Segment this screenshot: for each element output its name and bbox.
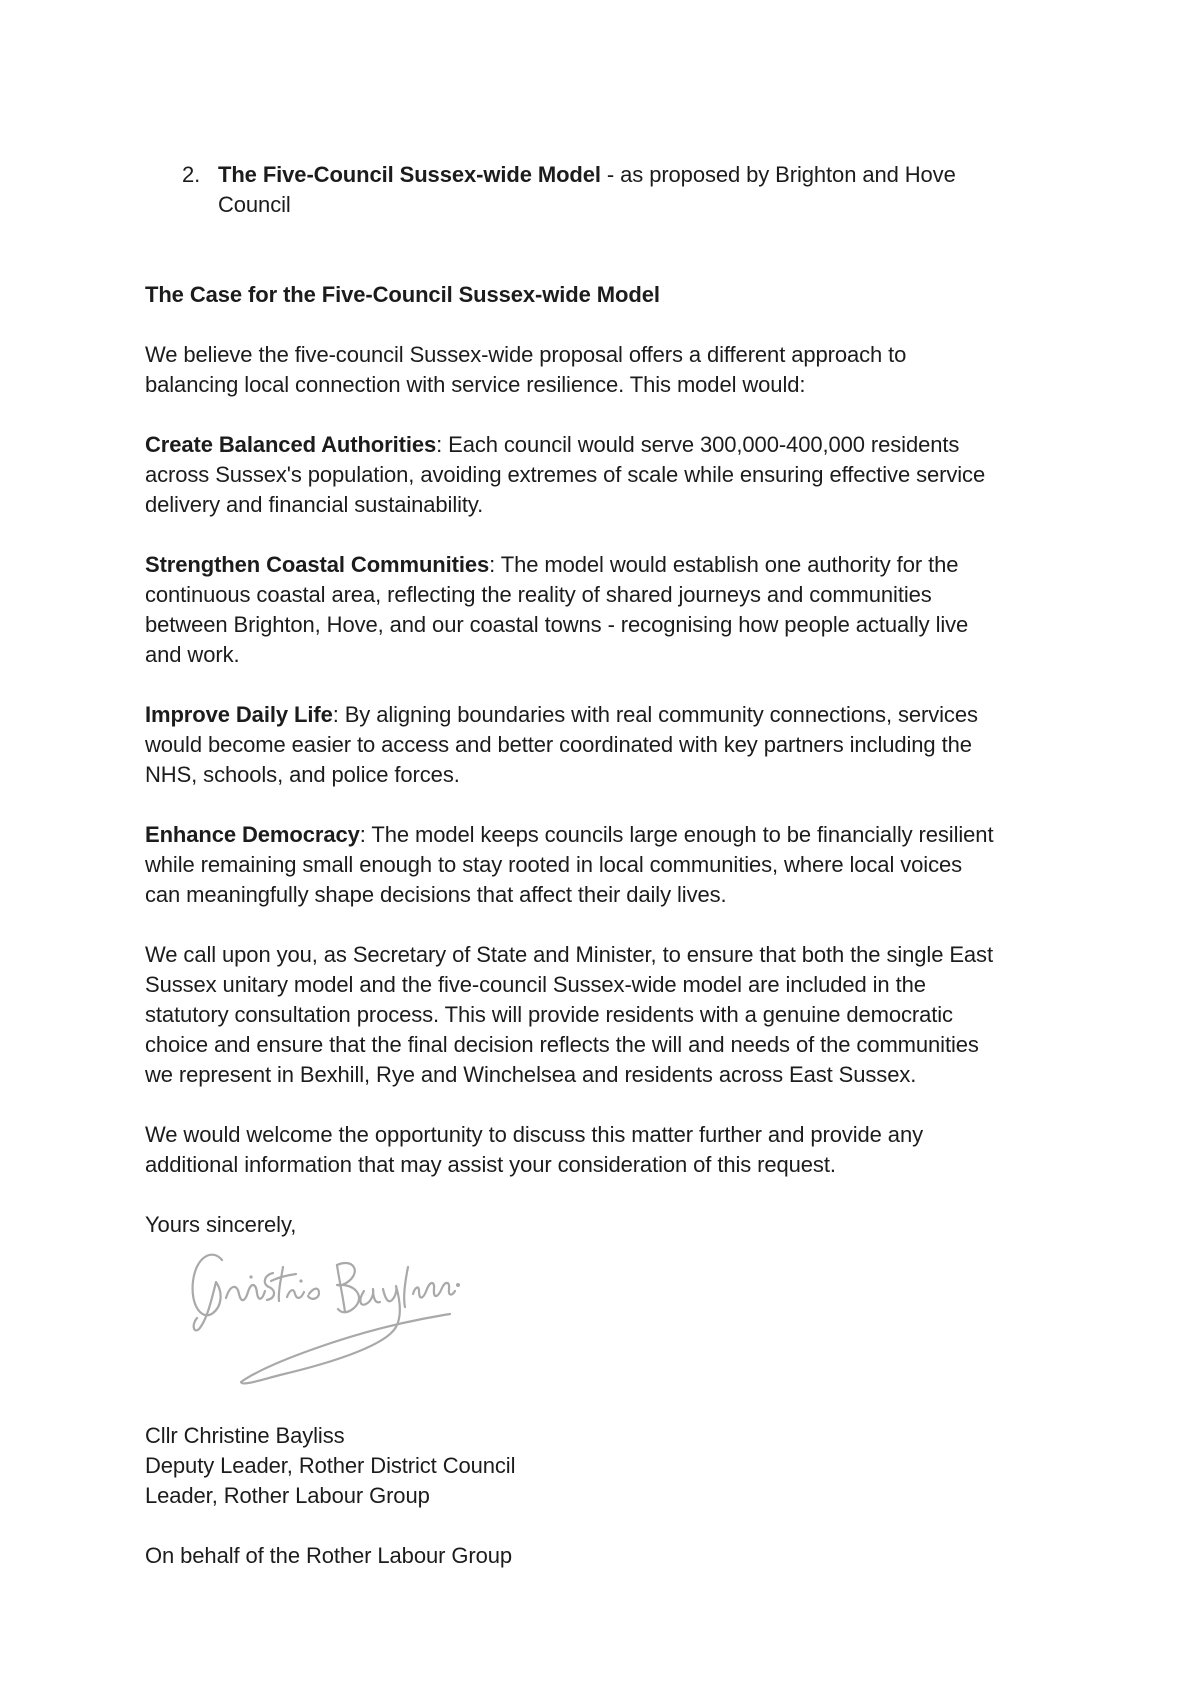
text-bold: Improve Daily Life [145,702,333,727]
signature-stroke [287,1290,304,1298]
signature-stroke [271,1274,296,1281]
text-bold: Create Balanced Authorities [145,432,437,457]
text: Council [218,192,291,217]
text: : Each council would serve 300,000-400,000 residents [436,432,960,457]
text: we represent in Bexhill, Rye and Winchelsea and residents across East Sussex. [145,1062,917,1087]
text: statutory consultation process. This will provide residents with a genuine democratic [145,1002,953,1027]
text: additional information that may assist your consideration of this request. [145,1152,836,1177]
text-line [145,370,1160,400]
text: We call upon you, as Secretary of State and Minister, to ensure that both the single East [145,942,993,967]
signature-stroke [360,1289,380,1305]
text-line [145,1030,1160,1060]
text: Cllr Christine Bayliss [145,1423,345,1448]
text-line [145,1481,1160,1511]
paragraph [145,700,1160,790]
signature-block [145,1230,1160,1421]
signature-stroke [226,1285,265,1300]
text-bold: Strengthen Coastal Communities [145,552,490,577]
paragraph [145,940,1160,1090]
signature-stroke [279,1267,283,1301]
signature-image [160,1230,590,1421]
signature-stroke [337,1265,345,1312]
text-line [145,340,1160,370]
section-heading [145,280,1160,310]
text-line [145,640,1160,670]
text-line [145,760,1160,790]
text-line [218,190,956,220]
text: Deputy Leader, Rother District Council [145,1453,516,1478]
text-line [145,850,1160,880]
text: balancing local connection with service resilience. This model would: [145,372,806,397]
signature-stroke [413,1283,455,1298]
text-line [145,280,1160,310]
text: We believe the five-council Sussex-wide proposal offers a different approach to [145,342,907,367]
signature-stroke [241,1286,450,1383]
text-line [145,1451,1160,1481]
text-bold: Enhance Democracy [145,822,360,847]
text-line [145,970,1160,1000]
text: across Sussex's population, avoiding extremes of scale while ensuring effective service [145,462,986,487]
text: : The model keeps councils large enough to be financially resilient [359,822,994,847]
text-line [145,550,1160,580]
text: - as proposed by Brighton and Hove [600,162,956,187]
text-line [145,940,1160,970]
paragraph [145,1541,1160,1571]
text-bold: The Five-Council Sussex-wide Model [218,162,601,187]
text: : The model would establish one authority for the [489,552,959,577]
text-line [145,820,1160,850]
text: while remaining small enough to stay rooted in local communities, where local voices [145,852,962,877]
text: Yours sincerely, [145,1212,297,1237]
paragraph [145,1421,1160,1511]
text: On behalf of the Rother Labour Group [145,1543,512,1568]
text-line [145,880,1160,910]
text-line [145,1000,1160,1030]
text: We would welcome the opportunity to discuss this matter further and provide any [145,1122,923,1147]
letter-body-bottom [145,1421,1160,1571]
text-line [145,610,1160,640]
text: would become easier to access and better coordinated with key partners including the [145,732,972,757]
list-item-text [218,160,956,220]
signature-stroke [193,1255,222,1331]
text: continuous coastal area, reflecting the reality of shared journeys and communities [145,582,932,607]
text: between Brighton, Hove, and our coastal towns - recognising how people actually live [145,612,969,637]
text-line [145,430,1160,460]
signature-i-dot [249,1275,252,1278]
text-bold: The Case for the Five-Council Sussex-wide Model [145,282,660,307]
text-line [145,460,1160,490]
signature-end-dot [456,1283,460,1287]
signature-i-dot [299,1279,302,1282]
text: delivery and financial sustainability. [145,492,484,517]
text: and work. [145,642,240,667]
numbered-list-item [145,160,1160,220]
paragraph [145,430,1160,520]
paragraph [145,1120,1160,1180]
text-line [145,1150,1160,1180]
text-line [145,730,1160,760]
signature-stroke [265,1273,274,1300]
text-line [145,1421,1160,1451]
signature-stroke [404,1267,408,1307]
text-line [145,700,1160,730]
text: Sussex unitary model and the five-council Sussex-wide model are included in the [145,972,926,997]
text: choice and ensure that the final decision reflects the will and needs of the communities [145,1032,979,1057]
letter-body-top [145,160,1160,1240]
text: NHS, schools, and police forces. [145,762,460,787]
text: Leader, Rother Labour Group [145,1483,430,1508]
signature-stroke [308,1289,319,1299]
text-line [145,1060,1160,1090]
text-line [145,490,1160,520]
text-line [145,1120,1160,1150]
text: can meaningfully shape decisions that affect their daily lives. [145,882,727,907]
text: : By aligning boundaries with real community connections, services [332,702,978,727]
list-item-number: 2. [182,162,201,187]
text-line [145,1541,1160,1571]
paragraph [145,340,1160,400]
text-line [145,580,1160,610]
paragraph [145,820,1160,910]
text-line [218,160,956,190]
paragraph [145,550,1160,670]
